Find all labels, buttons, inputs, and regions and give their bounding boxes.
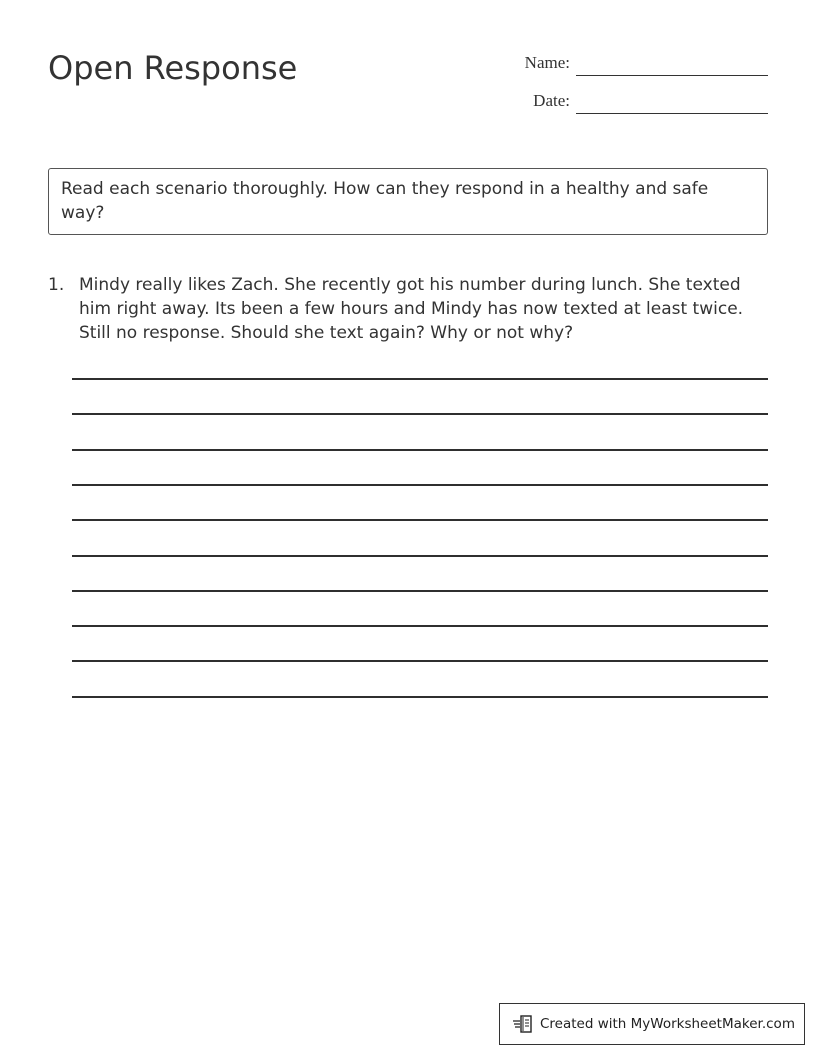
worksheet-title: Open Response xyxy=(48,49,298,87)
question-1 xyxy=(48,273,768,345)
date-field[interactable] xyxy=(500,90,768,116)
instructions-box: Read each scenario thoroughly. How can they respond in a healthy and safe way? xyxy=(48,168,768,235)
date-label: Date: xyxy=(533,91,570,110)
answer-line[interactable] xyxy=(72,449,768,451)
name-label: Name: xyxy=(524,53,570,72)
footer-badge xyxy=(499,1003,805,1045)
answer-line[interactable] xyxy=(72,590,768,592)
worksheet-maker-logo-icon xyxy=(512,1013,534,1035)
answer-line[interactable] xyxy=(72,413,768,415)
answer-lines[interactable] xyxy=(72,378,768,700)
answer-line[interactable] xyxy=(72,555,768,557)
question-number: 1. xyxy=(48,275,65,295)
answer-line[interactable] xyxy=(72,660,768,662)
answer-line[interactable] xyxy=(72,696,768,698)
name-field[interactable] xyxy=(500,52,768,78)
answer-line[interactable] xyxy=(72,519,768,521)
question-text: Mindy really likes Zach. She recently got his number during lunch. She texted him right away. Its been a few hours and Mindy has now texted at least twice. Still no response. Should she text again? Why or not why? xyxy=(79,275,744,343)
answer-line[interactable] xyxy=(72,378,768,380)
answer-line[interactable] xyxy=(72,484,768,486)
name-line[interactable] xyxy=(576,75,768,76)
date-line[interactable] xyxy=(576,113,768,114)
answer-line[interactable] xyxy=(72,625,768,627)
footer-text: Created with MyWorksheetMaker.com xyxy=(540,1016,795,1032)
